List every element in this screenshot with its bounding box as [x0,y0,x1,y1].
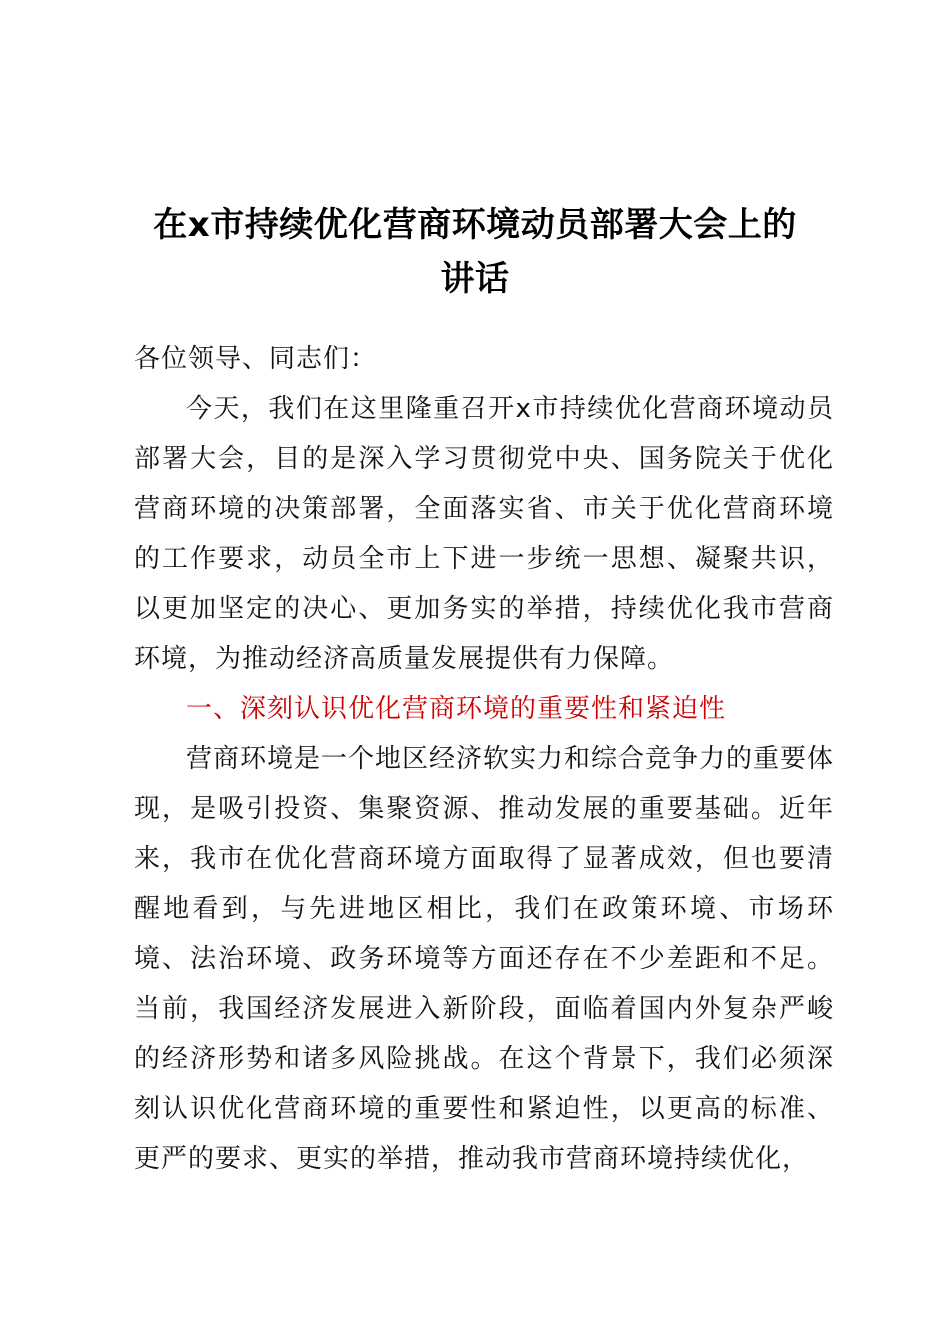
title-line-2: 讲话 [440,259,510,299]
section-heading: 一、深刻认识优化营商环境的重要性和紧迫性 [186,694,727,724]
section-paragraph: 营商环境是一个地区经济软实力和综合竞争力的重要体现，是吸引投资、集聚资源、推动发展的重要基础。近年来，我市在优化营商环境方面取得了显著成效，但也要清醒地看到，与先进地区相比，我们在政策环境、市场环境、法治环境、政务环境等方面还存在不少差距和不足。当前，我国经济发展进入新阶段，面临着国内外复杂严峻的经济形势和诸多风险挑战。在这个背景下，我们必须深刻认识优化营商环境的重要性和紧迫性，以更高的标准、更严的要求、更实的举措，推动我市营商环境持续优化， [134,744,835,1174]
intro-paragraph: 今天，我们在这里隆重召开x市持续优化营商环境动员部署大会，目的是深入学习贯彻党中央、国务院关于优化营商环境的决策部署，全面落实省、市关于优化营商环境的工作要求，动员全市上下进一步统一思想、凝聚共识，以更加坚定的决心、更加务实的举措，持续优化我市营商环境，为推动经济高质量发展提供有力保障。 [134,394,834,674]
document-title [120,198,830,306]
document-body [134,334,834,1184]
title-line-1: 在x市持续优化营商环境动员部署大会上的 [153,205,797,245]
salutation: 各位领导、同志们： [134,344,378,374]
